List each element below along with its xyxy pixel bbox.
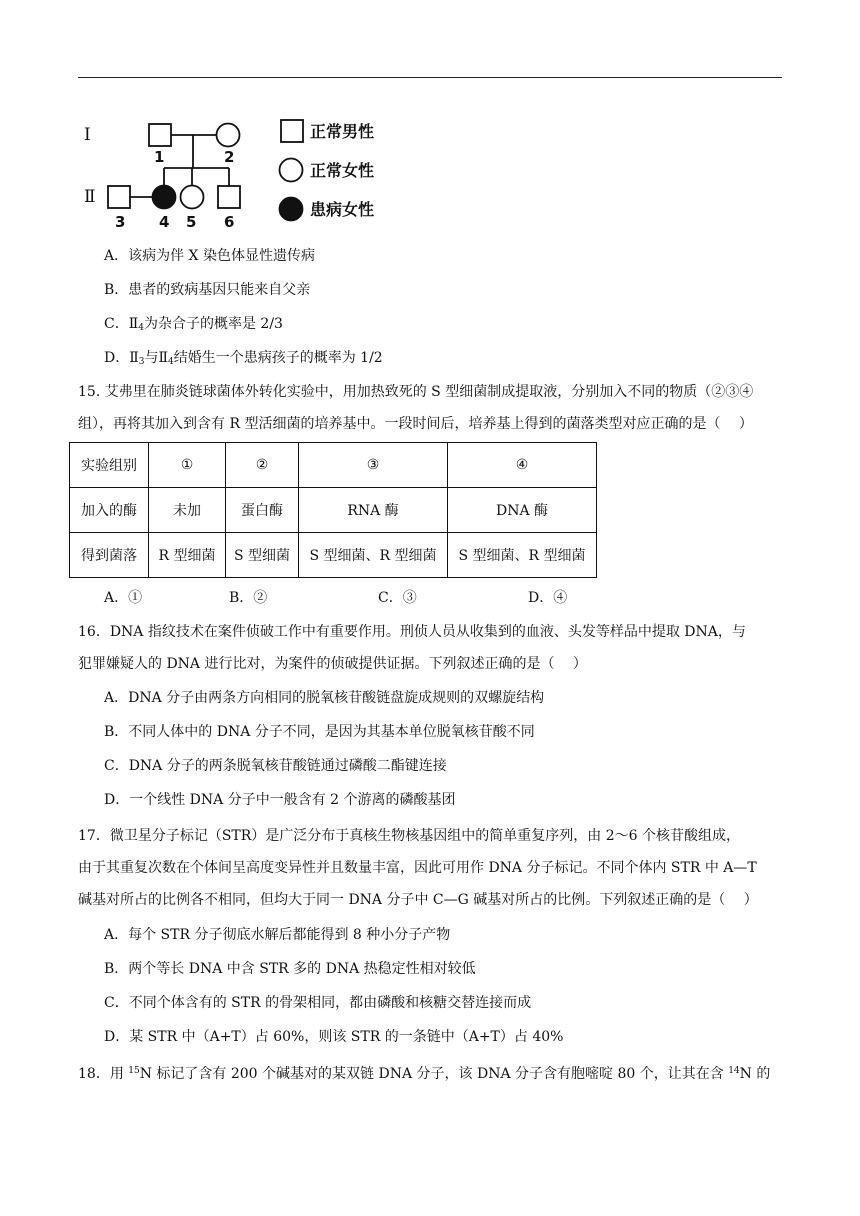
table-cell: S 型细菌、R 型细菌 (448, 533, 597, 578)
legend-label: 患病女性 (310, 200, 375, 219)
table-row (70, 488, 597, 533)
q14-option-c[interactable] (104, 314, 283, 338)
generation-label-I: Ⅰ (84, 125, 91, 145)
q18-mid: N 标记了含有 200 个碱基对的某双链 DNA 分子，该 DNA 分子含有胞嘧啶 80 个，让其在含 (139, 1066, 729, 1082)
table-cell: 得到菌落 (70, 533, 149, 578)
table-row (70, 533, 597, 578)
header-rule (78, 77, 782, 78)
legend-male-symbol (281, 120, 303, 142)
individual-number: 1 (154, 148, 165, 166)
pedigree-figure (78, 110, 418, 232)
q18-stem-line1 (78, 1061, 770, 1084)
individual-number: 5 (186, 213, 197, 231)
table-cell: 实验组别 (70, 443, 149, 488)
q17-option-c[interactable]: C．不同个体含有的 STR 的骨架相同，都由磷酸和核糖交替连接而成 (104, 995, 532, 1011)
q16-stem-line1: 16．DNA 指纹技术在案件侦破工作中有重要作用。刑侦人员从收集到的血液、头发等样品中提取 DNA，与 (78, 624, 746, 640)
q18-pre: 18．用 (78, 1066, 129, 1082)
q17-option-a[interactable]: A．每个 STR 分子彻底水解后都能得到 8 种小分子产物 (104, 927, 451, 943)
table-cell: 蛋白酶 (226, 488, 299, 533)
legend-label: 正常女性 (310, 161, 375, 180)
q16-option-a[interactable]: A．DNA 分子由两条方向相同的脱氧核苷酸链盘旋成规则的双螺旋结构 (104, 690, 545, 706)
table-cell: 加入的酶 (70, 488, 149, 533)
q15-option-a[interactable]: A．① (104, 590, 143, 606)
legend-female-symbol (280, 159, 303, 182)
q15-option-c[interactable]: C．③ (378, 590, 417, 606)
q17-stem-line3: 碱基对所占的比例各不相同，但均大于同一 DNA 分子中 C—G 碱基对所占的比例。下列叙述正确的是（ ） (78, 892, 758, 908)
table-cell: ① (149, 443, 226, 488)
q16-option-c[interactable]: C．DNA 分子的两条脱氧核苷酸链通过磷酸二酯键连接 (104, 758, 447, 774)
q14-option-b[interactable]: B．患者的致病基因只能来自父亲 (104, 282, 311, 298)
table-cell: 未加 (149, 488, 226, 533)
table-cell: S 型细菌、R 型细菌 (299, 533, 448, 578)
individual-number: 4 (159, 213, 170, 231)
table-cell: RNA 酶 (299, 488, 448, 533)
q14-d-mid: 与Ⅱ (144, 350, 168, 366)
individual-II3-male (108, 186, 130, 208)
individual-II5-female (181, 186, 204, 209)
q17-option-d[interactable]: D．某 STR 中（A+T）占 60%，则该 STR 的一条链中（A+T）占 40% (104, 1029, 564, 1045)
legend-label: 正常男性 (310, 122, 375, 141)
individual-II6-male (218, 186, 240, 208)
q16-option-d[interactable]: D．一个线性 DNA 分子中一般含有 2 个游离的磷酸基团 (104, 792, 456, 808)
q18-sup: 14 (728, 1066, 740, 1076)
q17-option-b[interactable]: B．两个等长 DNA 中含 STR 多的 DNA 热稳定性相对较低 (104, 961, 476, 977)
table-cell: R 型细菌 (149, 533, 226, 578)
q15-option-b[interactable]: B．② (229, 590, 268, 606)
q14-c-post: 为杂合子的概率是 2/3 (143, 316, 283, 332)
table-cell: DNA 酶 (448, 488, 597, 533)
q15-table (69, 442, 597, 578)
q18-sup: 15 (128, 1066, 140, 1076)
q14-option-a[interactable]: A．该病为伴 X 染色体显性遗传病 (104, 248, 315, 264)
individual-I2-female (217, 124, 240, 147)
table-row (70, 443, 597, 488)
individual-II4-affected-female (153, 186, 176, 209)
legend-affected-female-symbol (280, 198, 303, 221)
q14-option-d[interactable] (104, 348, 383, 372)
q16-stem-line2: 犯罪嫌疑人的 DNA 进行比对，为案件的侦破提供证据。下列叙述正确的是（ ） (78, 656, 587, 672)
q14-c-sub: 4 (138, 323, 144, 333)
q16-option-b[interactable]: B．不同人体中的 DNA 分子不同，是因为其基本单位脱氧核苷酸不同 (104, 724, 535, 740)
individual-I1-male (149, 124, 171, 146)
individual-number: 2 (224, 148, 235, 166)
individual-number: 6 (224, 213, 235, 231)
q14-d-post: 结婚生一个患病孩子的概率为 1/2 (173, 350, 383, 366)
q17-stem-line2: 由于其重复次数在个体间呈高度变异性并且数量丰富，因此可用作 DNA 分子标记。不同个体内 STR 中 A—T (78, 860, 757, 876)
table-cell: ② (226, 443, 299, 488)
q14-d-sub: 4 (168, 357, 174, 367)
q18-post: N 的 (739, 1066, 771, 1082)
generation-label-II: Ⅱ (84, 187, 96, 207)
q15-option-d[interactable]: D．④ (528, 590, 568, 606)
table-cell: S 型细菌 (226, 533, 299, 578)
q17-stem-line1: 17．微卫星分子标记（STR）是广泛分布于真核生物核基因组中的简单重复序列，由 2～6 个核苷酸组成， (78, 828, 740, 844)
individual-number: 3 (115, 213, 126, 231)
table-cell: ③ (299, 443, 448, 488)
q14-d-sub: 3 (138, 357, 145, 367)
table-cell: ④ (448, 443, 597, 488)
q14-d-pre: D．Ⅱ (104, 350, 139, 366)
q15-stem-line1: 15. 艾弗里在肺炎链球菌体外转化实验中，用加热致死的 S 型细菌制成提取液，分别加入不同的物质（②③④ (78, 384, 754, 400)
q14-c-pre: C．Ⅱ (104, 316, 139, 332)
q15-stem-line2: 组），再将其加入到含有 R 型活细菌的培养基中。一段时间后，培养基上得到的菌落类型对应正确的是（ ） (78, 416, 753, 432)
